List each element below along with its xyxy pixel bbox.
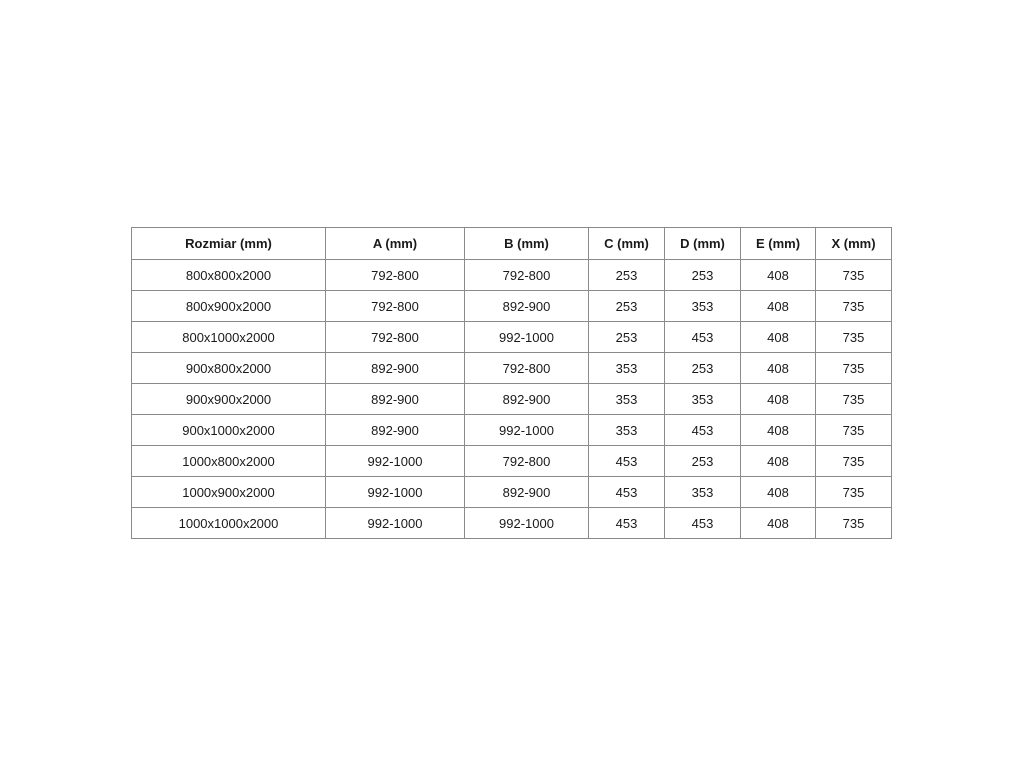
cell-c: 253 [589,322,665,353]
cell-d: 353 [665,477,741,508]
table-row [132,291,892,322]
cell-size: 1000x1000x2000 [132,508,326,539]
cell-a: 892-900 [326,353,465,384]
cell-d: 353 [665,291,741,322]
cell-size: 800x800x2000 [132,260,326,291]
cell-c: 353 [589,384,665,415]
cell-size: 1000x800x2000 [132,446,326,477]
cell-d: 453 [665,322,741,353]
cell-size: 800x1000x2000 [132,322,326,353]
table-row [132,446,892,477]
cell-e: 408 [741,384,816,415]
cell-x: 735 [816,446,892,477]
cell-x: 735 [816,415,892,446]
cell-b: 792-800 [465,446,589,477]
cell-b: 992-1000 [465,415,589,446]
cell-x: 735 [816,508,892,539]
header-a: A (mm) [326,228,465,260]
cell-x: 735 [816,291,892,322]
cell-b: 892-900 [465,384,589,415]
cell-a: 992-1000 [326,477,465,508]
cell-b: 892-900 [465,291,589,322]
cell-c: 353 [589,415,665,446]
cell-b: 892-900 [465,477,589,508]
cell-b: 992-1000 [465,322,589,353]
cell-c: 253 [589,291,665,322]
cell-c: 453 [589,446,665,477]
table-row [132,508,892,539]
cell-e: 408 [741,322,816,353]
cell-b: 792-800 [465,260,589,291]
cell-x: 735 [816,353,892,384]
cell-a: 992-1000 [326,446,465,477]
cell-d: 253 [665,446,741,477]
cell-a: 792-800 [326,291,465,322]
table-row [132,477,892,508]
cell-d: 253 [665,353,741,384]
cell-c: 453 [589,477,665,508]
cell-b: 992-1000 [465,508,589,539]
table-header-row [132,228,892,260]
cell-e: 408 [741,291,816,322]
header-d: D (mm) [665,228,741,260]
cell-c: 353 [589,353,665,384]
cell-size: 900x800x2000 [132,353,326,384]
cell-e: 408 [741,260,816,291]
cell-e: 408 [741,508,816,539]
table-row [132,322,892,353]
cell-e: 408 [741,446,816,477]
header-size: Rozmiar (mm) [132,228,326,260]
cell-d: 453 [665,415,741,446]
cell-a: 892-900 [326,415,465,446]
cell-a: 792-800 [326,260,465,291]
cell-c: 253 [589,260,665,291]
header-b: B (mm) [465,228,589,260]
cell-x: 735 [816,384,892,415]
cell-size: 900x900x2000 [132,384,326,415]
cell-x: 735 [816,260,892,291]
cell-x: 735 [816,322,892,353]
cell-b: 792-800 [465,353,589,384]
table-row [132,415,892,446]
cell-x: 735 [816,477,892,508]
header-c: C (mm) [589,228,665,260]
cell-e: 408 [741,415,816,446]
dimensions-table [131,227,892,539]
cell-a: 992-1000 [326,508,465,539]
table-row [132,353,892,384]
cell-size: 900x1000x2000 [132,415,326,446]
cell-size: 1000x900x2000 [132,477,326,508]
cell-e: 408 [741,477,816,508]
cell-a: 792-800 [326,322,465,353]
cell-c: 453 [589,508,665,539]
table-row [132,260,892,291]
cell-d: 253 [665,260,741,291]
cell-e: 408 [741,353,816,384]
cell-a: 892-900 [326,384,465,415]
table-row [132,384,892,415]
header-x: X (mm) [816,228,892,260]
cell-d: 353 [665,384,741,415]
cell-size: 800x900x2000 [132,291,326,322]
cell-d: 453 [665,508,741,539]
header-e: E (mm) [741,228,816,260]
